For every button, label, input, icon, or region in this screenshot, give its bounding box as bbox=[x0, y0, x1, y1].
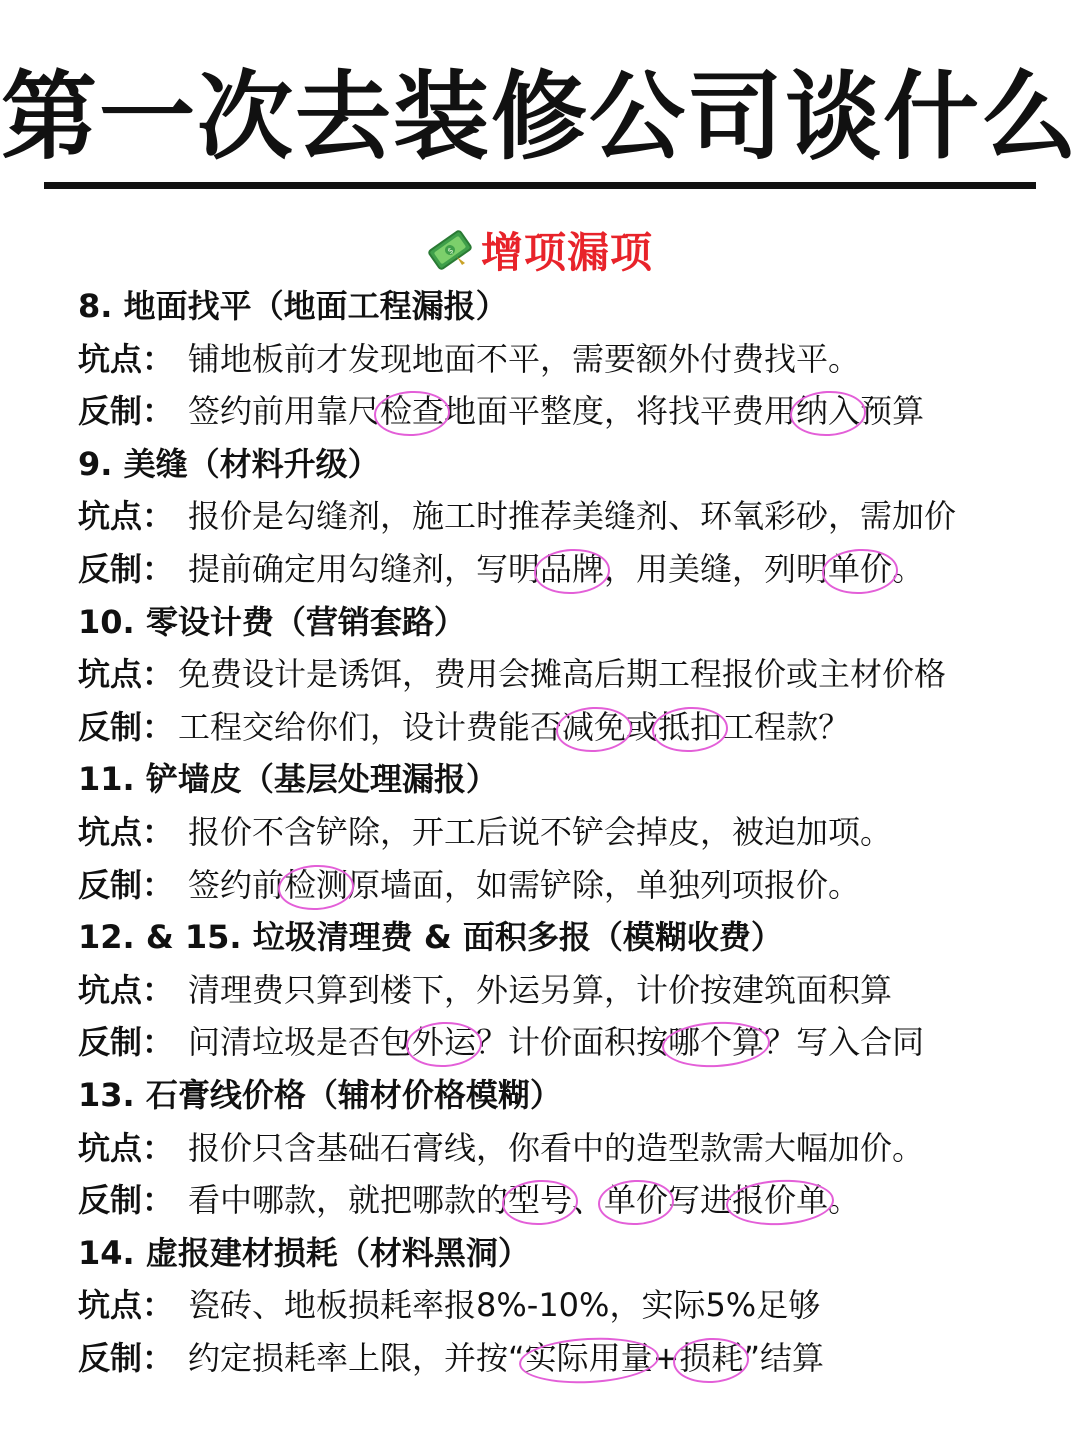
counter-text: ？写入合同 bbox=[764, 1023, 925, 1062]
pit-label: 坑点： bbox=[78, 497, 175, 536]
pit-label: 坑点： bbox=[78, 1128, 175, 1167]
item-title: 14. 虚报建材损耗（材料黑洞） bbox=[78, 1233, 530, 1272]
highlighted-text: 抵扣 bbox=[658, 701, 722, 754]
counter-label: 反制： bbox=[78, 549, 175, 588]
counter-label: 反制： bbox=[78, 392, 175, 431]
pit-text: 免费设计是诱饵，费用会摊高后期工程报价或主材价格 bbox=[178, 655, 947, 694]
pit-text: 瓷砖、地板损耗率报8%-10%，实际5%足够 bbox=[188, 1286, 821, 1325]
pit-text: 报价不含铲除，开工后说不铲会掉皮，被迫加项。 bbox=[188, 812, 893, 851]
counter-text: 、 bbox=[572, 1181, 605, 1220]
counter-text: 签约前 bbox=[188, 865, 285, 904]
pit-line bbox=[78, 333, 1058, 386]
counter-line bbox=[78, 701, 1058, 754]
section-heading-text: 增项漏项 bbox=[480, 228, 653, 277]
highlighted-text: 检查 bbox=[380, 385, 444, 438]
counter-label: 反制： bbox=[78, 707, 175, 746]
section-heading bbox=[0, 222, 1080, 278]
counter-line bbox=[78, 385, 1058, 438]
pit-text: 报价只含基础石膏线，你看中的造型款需大幅加价。 bbox=[188, 1128, 925, 1167]
counter-label: 反制： bbox=[78, 1023, 175, 1062]
highlighted-text: 哪个算 bbox=[668, 1016, 764, 1069]
counter-label: 反制： bbox=[78, 1181, 175, 1220]
counter-text: 提前确定用勾缝剂，写明 bbox=[188, 549, 541, 588]
item-title: 8. 地面找平（地面工程漏报） bbox=[78, 287, 508, 325]
highlighted-text: 纳入 bbox=[796, 385, 860, 438]
pit-label: 坑点： bbox=[78, 339, 175, 378]
money-bill-icon bbox=[427, 227, 473, 273]
pit-line bbox=[78, 806, 1058, 859]
pit-label: 坑点： bbox=[78, 655, 175, 694]
pit-line bbox=[78, 964, 1058, 1017]
highlighted-text: 单价 bbox=[828, 543, 892, 596]
item-list bbox=[78, 280, 1058, 1384]
counter-text: 原墙面，如需铲除，单独列项报价。 bbox=[348, 865, 861, 904]
highlighted-text: 品牌 bbox=[540, 543, 604, 596]
highlighted-text: 减免 bbox=[562, 701, 626, 754]
page-title: 第一次去装修公司谈什么 bbox=[1, 61, 1079, 173]
pit-label: 坑点： bbox=[78, 1286, 175, 1325]
counter-text: 问清垃圾是否包 bbox=[188, 1023, 413, 1062]
pit-line bbox=[78, 648, 1058, 701]
counter-text: + bbox=[652, 1338, 680, 1377]
counter-text: 工程交给你们，设计费能否 bbox=[178, 707, 563, 746]
counter-label: 反制： bbox=[78, 1338, 175, 1377]
item-title: 10. 零设计费（营销套路） bbox=[78, 602, 466, 641]
pit-line bbox=[78, 1279, 1058, 1332]
counter-label: 反制： bbox=[78, 865, 175, 904]
item-title: 9. 美缝（材料升级） bbox=[78, 444, 380, 483]
counter-text: 签约前用靠尺 bbox=[188, 392, 381, 431]
counter-line bbox=[78, 1016, 1058, 1069]
pit-line bbox=[78, 490, 1058, 543]
counter-text: 看中哪款，就把哪款的 bbox=[188, 1181, 509, 1220]
title-divider bbox=[44, 182, 1036, 189]
svg-text:$: $ bbox=[445, 245, 456, 256]
counter-text: 预算 bbox=[860, 392, 925, 431]
highlighted-text: 损耗 bbox=[679, 1332, 743, 1385]
highlighted-text: 实际用量 bbox=[525, 1332, 653, 1385]
counter-text: ？计价面积按 bbox=[476, 1023, 669, 1062]
counter-line bbox=[78, 1332, 1058, 1385]
pit-text: 铺地板前才发现地面不平，需要额外付费找平。 bbox=[188, 339, 861, 378]
highlighted-text: 型号 bbox=[508, 1174, 572, 1227]
counter-text: 工程款？ bbox=[722, 707, 851, 746]
pit-text: 报价是勾缝剂，施工时推荐美缝剂、环氧彩砂，需加价 bbox=[188, 497, 957, 536]
counter-line bbox=[78, 543, 1058, 596]
counter-text: 写进 bbox=[668, 1181, 733, 1220]
counter-line bbox=[78, 859, 1058, 912]
pit-text: 清理费只算到楼下，外运另算，计价按建筑面积算 bbox=[188, 970, 893, 1009]
pit-label: 坑点： bbox=[78, 812, 175, 851]
item-title: 12. & 15. 垃圾清理费 & 面积多报（模糊收费） bbox=[78, 918, 783, 957]
highlighted-text: 报价单 bbox=[732, 1174, 828, 1227]
counter-text: 或 bbox=[626, 707, 659, 746]
item-title: 13. 石膏线价格（辅材价格模糊） bbox=[78, 1075, 562, 1114]
highlighted-text: 单价 bbox=[604, 1174, 668, 1227]
item-title: 11. 铲墙皮（基层处理漏报） bbox=[78, 760, 498, 799]
highlighted-text: 检测 bbox=[284, 859, 348, 912]
counter-text: 。 bbox=[892, 549, 925, 588]
counter-line bbox=[78, 1174, 1058, 1227]
counter-text: ，用美缝，列明 bbox=[604, 549, 829, 588]
counter-text: 地面平整度，将找平费用 bbox=[444, 392, 797, 431]
counter-text: 约定损耗率上限，并按“ bbox=[188, 1338, 525, 1377]
counter-text: 。 bbox=[828, 1181, 861, 1220]
highlighted-text: 外运 bbox=[412, 1016, 476, 1069]
pit-line bbox=[78, 1122, 1058, 1175]
pit-label: 坑点： bbox=[78, 970, 175, 1009]
counter-text: ”结算 bbox=[743, 1338, 825, 1377]
